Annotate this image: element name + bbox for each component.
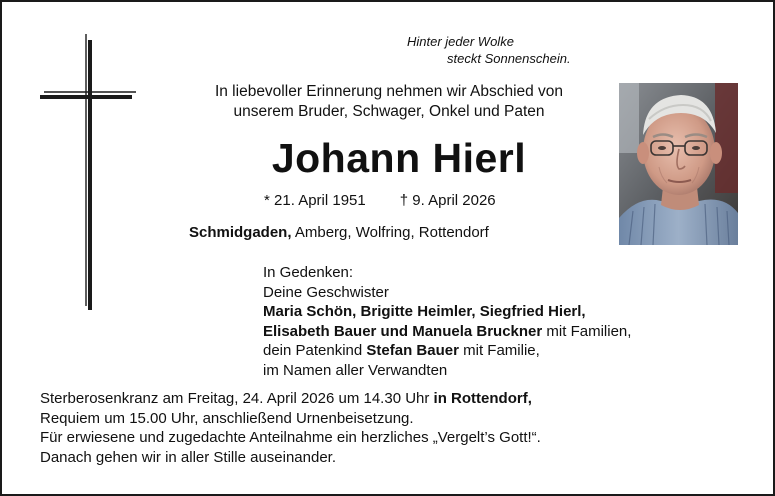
cross-icon	[40, 34, 140, 312]
memory-line-6: im Namen aller Verwandten	[263, 361, 448, 379]
place-others: Amberg, Wolfring, Rottendorf	[291, 224, 489, 241]
footer-line-2: Requiem um 15.00 Uhr, anschließend Urnenbeisetzung.	[40, 409, 414, 427]
memory-heading: In Gedenken:	[263, 264, 354, 281]
footer-line-4: Danach gehen wir in aller Stille auseinander.	[40, 448, 337, 466]
memory-line-4-bold: Elisabeth Bauer und Manuela Bruckner	[263, 322, 543, 340]
memory-line-5-pre: dein Patenkind	[263, 342, 367, 360]
footer-line-3: Für erwiesene und zugedachte Anteilnahme ein herzliches „Vergelt’s Gott!“.	[40, 429, 541, 446]
deceased-name: Johann Hierl	[271, 135, 527, 181]
footer-line-1-pre: Sterberosenkranz am Freitag, 24. April 2026 um 14.30 Uhr	[40, 390, 434, 407]
memory-line-5-bold: Stefan Bauer	[366, 342, 459, 360]
birth-date: * 21. April 1951	[264, 192, 366, 209]
death-date: † 9. April 2026	[399, 192, 496, 209]
memory-line-3: Maria Schön, Brigitte Heimler, Siegfried Hierl,	[263, 303, 586, 321]
footer-text	[40, 389, 541, 467]
memory-line-4-rest: mit Familien,	[542, 322, 632, 340]
mourners-block	[263, 263, 631, 381]
quote-line-2: steckt Sonnenschein.	[447, 51, 571, 66]
intro-text	[184, 82, 594, 122]
intro-line-2: unserem Bruder, Schwager, Onkel und Paten	[233, 103, 545, 120]
memory-line-5-rest: mit Familie,	[458, 342, 540, 360]
places	[189, 224, 489, 241]
portrait-photo	[619, 83, 738, 245]
quote	[407, 33, 571, 67]
intro-line-1: In liebevoller Erinnerung nehmen wir Abschied von	[214, 83, 564, 100]
place-main: Schmidgaden,	[189, 224, 292, 241]
quote-line-1: Hinter jeder Wolke	[407, 34, 514, 49]
memory-line-2: Deine Geschwister	[263, 283, 389, 301]
footer-line-1-bold: in Rottendorf,	[433, 390, 532, 407]
life-dates	[264, 192, 496, 209]
